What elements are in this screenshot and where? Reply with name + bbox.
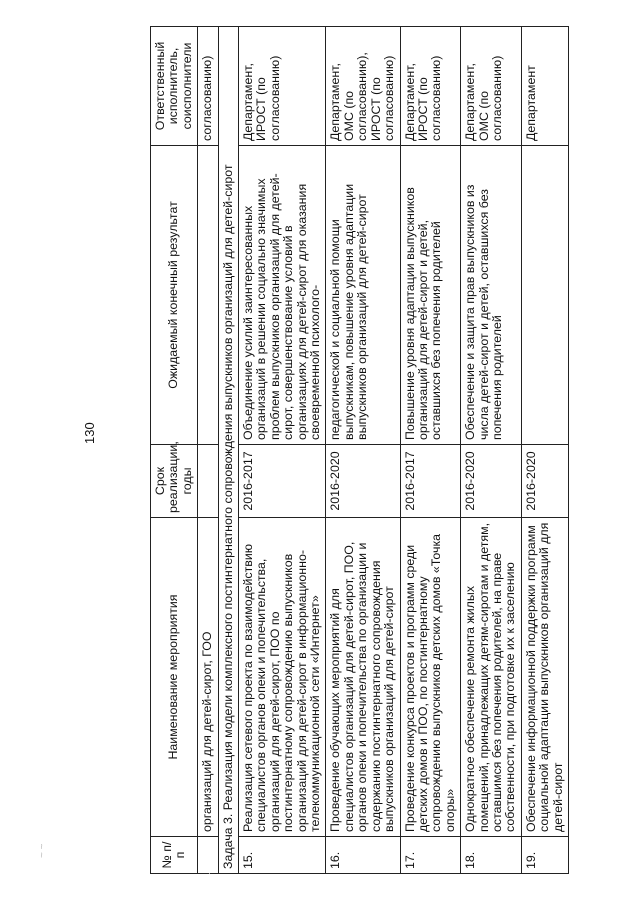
cell-term: 2016-2020 [521, 445, 568, 518]
task-title: Задача 3. Реализация модели комплексного постинтернатного сопровождения выпускников организаций для детей-сирот [218, 27, 238, 874]
cell-num: 18. [461, 837, 522, 874]
table-row [198, 27, 218, 874]
cell-term: 2016-2020 [461, 445, 522, 518]
cell-num: 16. [326, 837, 400, 874]
cell-name: Проведение конкурса проектов и программ среди детских домов и ПОО, по постинтернатному сопровождению выпускников детских домов «Точка опоры» [400, 518, 461, 837]
cell-num: 19. [521, 837, 568, 874]
cell-responsible: согласованию) [198, 27, 218, 146]
cell-result: Повышение уровня адаптации выпускников организаций для детей-сирот и детей, оставшихся без попечения родителей [400, 146, 461, 445]
scan-mark-bottom: · [208, 868, 211, 878]
header-term: Срок реализации, годы [151, 445, 198, 518]
header-name: Наименование мероприятия [151, 518, 198, 837]
cell-responsible: Департамент, ОМС (по согласованию) [461, 27, 522, 146]
cell-responsible: Департамент, ИРОСТ (по согласованию) [239, 27, 326, 146]
header-num: № п/п [151, 837, 198, 874]
cell-result: Обеспечение и защита прав выпускников из числа детей-сирот и детей, оставшихся без попечения родителей [461, 146, 522, 445]
cell-result: Объединение усилий заинтересованных организаций в решении социально значимых проблем выпускников организаций для детей-сирот, совершенствование условий в организациях для детей-сирот для оказания своевременной психолого- [239, 146, 326, 445]
header-result: Ожидаемый конечный результат [151, 146, 198, 445]
cell-term: 2016-2017 [239, 445, 326, 518]
cell-responsible: Департамент [521, 27, 568, 146]
cell-name: Проведение обучающих мероприятий для специалистов организаций для детей-сирот, ПОО, органов опеки и попечительства по организации и содержанию постинтернатного сопровождения выпускников организаций для детей-сирот [326, 518, 400, 837]
cell-term [198, 445, 218, 518]
table-row [461, 27, 522, 874]
cell-name: Реализация сетевого проекта по взаимодействию специалистов органов опеки и попечительства, организаций для детей-сирот, ПОО по постинтернатному сопровождению выпускников организаций для детей-сирот в информационно-телекоммуникационной сети «Интернет» [239, 518, 326, 837]
table-row [326, 27, 400, 874]
table-row [521, 27, 568, 874]
rotated-page [150, 41, 620, 874]
table-row [400, 27, 461, 874]
table-row [239, 27, 326, 874]
cell-result [521, 146, 568, 445]
cell-result: педагогической и социальной помощи выпускникам, повышение уровня адаптации выпускников организаций для детей-сирот [326, 146, 400, 445]
measures-table [150, 26, 569, 874]
table-header-row [151, 27, 198, 874]
page-number: 130 [82, 422, 97, 444]
cell-num: 17. [400, 837, 461, 874]
task-row [218, 27, 238, 874]
cell-responsible: Департамент, ИРОСТ (по согласованию) [400, 27, 461, 146]
cell-name: Обеспечение информационной поддержки программ социальной адаптации выпускников организаций для детей-сирот [521, 518, 568, 837]
cell-term: 2016-2020 [326, 445, 400, 518]
header-responsible: Ответственный исполнитель, соисполнители [151, 27, 198, 146]
scan-mark-left: ~ ~ [37, 843, 48, 858]
cell-responsible: Департамент, ОМС (по согласованию), ИРОСТ (по согласованию) [326, 27, 400, 146]
cell-num: 15. [239, 837, 326, 874]
cell-name: Однократное обеспечение ремонта жилых помещений, принадлежащих детям-сиротам и детям, оставшимся без попечения родителей, на праве собственности, при подготовке их к заселению [461, 518, 522, 837]
cell-result [198, 146, 218, 445]
cell-term: 2016-2017 [400, 445, 461, 518]
cell-name: организаций для детей-сирот, ГОО [198, 518, 218, 837]
